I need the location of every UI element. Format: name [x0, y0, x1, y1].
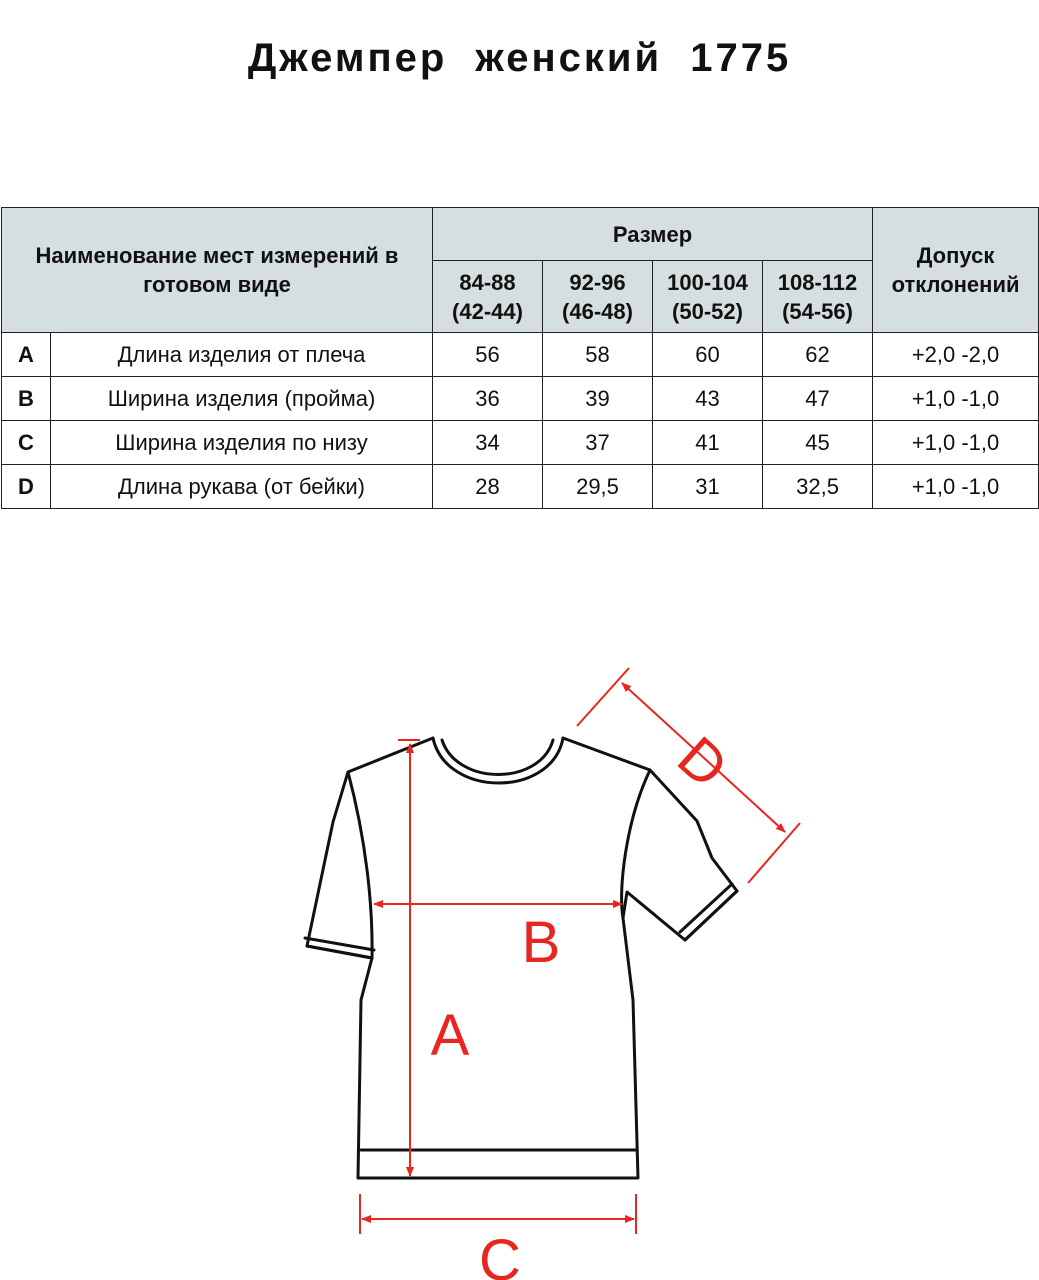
row-value: 43 — [653, 377, 763, 421]
row-value: 41 — [653, 421, 763, 465]
row-key: D — [2, 465, 51, 509]
row-value: 32,5 — [763, 465, 873, 509]
header-measurement-name: Наименование мест измерений в готовом виде — [2, 208, 433, 333]
row-value: 34 — [433, 421, 543, 465]
header-size: Размер — [433, 208, 873, 261]
label-c: C — [479, 1228, 521, 1280]
size-header: 92-96 (46-48) — [543, 261, 653, 333]
row-key: A — [2, 333, 51, 377]
row-name: Длина рукава (от бейки) — [51, 465, 433, 509]
row-name: Ширина изделия по низу — [51, 421, 433, 465]
size-header: 84-88 (42-44) — [433, 261, 543, 333]
row-tolerance: +1,0 -1,0 — [873, 465, 1039, 509]
row-value: 56 — [433, 333, 543, 377]
size-header: 108-112 (54-56) — [763, 261, 873, 333]
row-value: 58 — [543, 333, 653, 377]
row-value: 45 — [763, 421, 873, 465]
row-name: Ширина изделия (пройма) — [51, 377, 433, 421]
row-value: 29,5 — [543, 465, 653, 509]
row-tolerance: +2,0 -2,0 — [873, 333, 1039, 377]
row-tolerance: +1,0 -1,0 — [873, 377, 1039, 421]
page-title: Джемпер женский 1775 — [247, 36, 792, 80]
label-d: D — [665, 724, 740, 801]
row-key: C — [2, 421, 51, 465]
row-value: 47 — [763, 377, 873, 421]
row-value: 37 — [543, 421, 653, 465]
row-name: Длина изделия от плеча — [51, 333, 433, 377]
row-value: 31 — [653, 465, 763, 509]
row-value: 28 — [433, 465, 543, 509]
row-value: 36 — [433, 377, 543, 421]
label-a: A — [430, 1003, 470, 1068]
size-header: 100-104 (50-52) — [653, 261, 763, 333]
row-value: 39 — [543, 377, 653, 421]
row-tolerance: +1,0 -1,0 — [873, 421, 1039, 465]
row-key: B — [2, 377, 51, 421]
row-value: 62 — [763, 333, 873, 377]
row-value: 60 — [653, 333, 763, 377]
label-b: B — [521, 910, 561, 975]
header-tolerance: Допуск отклонений — [873, 208, 1039, 333]
